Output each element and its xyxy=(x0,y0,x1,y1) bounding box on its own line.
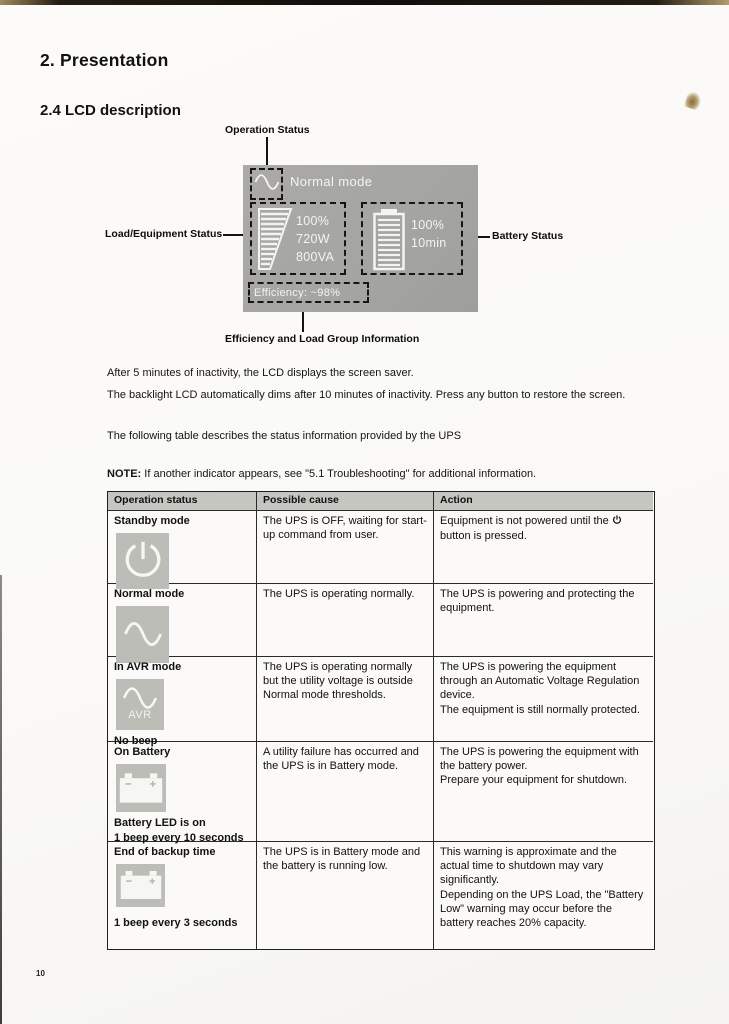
battery-icon xyxy=(116,864,165,907)
action-cell xyxy=(434,657,653,742)
paragraph-screensaver: After 5 minutes of inactivity, the LCD displays the screen saver. xyxy=(107,367,414,379)
scan-edge-left xyxy=(0,575,2,1024)
lcd-battery-percent: 100% xyxy=(411,218,445,232)
status-note: No beep xyxy=(114,734,158,747)
paragraph-table-intro: The following table describes the status information provided by the UPS xyxy=(107,430,462,442)
cause-cell: The UPS is OFF, waiting for start-up command from user. xyxy=(257,511,434,584)
action-line: Depending on the UPS Load, the "Battery Low" warning may occur before the battery reaches 20% capacity. xyxy=(440,888,644,930)
action-line: This warning is approximate and the actual time to shutdown may vary significantly. xyxy=(440,845,617,887)
battery-icon xyxy=(372,208,406,277)
status-label: Normal mode xyxy=(114,587,185,600)
callout-load-equipment-status: Load/Equipment Status xyxy=(105,228,223,240)
action-line: The UPS is powering the equipment with the battery power. xyxy=(440,745,639,772)
lcd-battery-status-box xyxy=(361,202,463,275)
battery-icon xyxy=(116,764,166,812)
page-number: 10 xyxy=(36,969,45,978)
action-cell xyxy=(434,511,653,584)
sine-wave-icon xyxy=(254,173,280,196)
callout-operation-status: Operation Status xyxy=(225,124,310,136)
table-row xyxy=(108,657,654,747)
sine-wave-icon xyxy=(116,606,169,663)
scan-smudge xyxy=(684,90,704,111)
action-cell xyxy=(434,842,653,949)
status-label: In AVR mode xyxy=(114,660,182,673)
power-glyph-icon xyxy=(612,515,622,529)
lcd-efficiency-text: Efficiency: ~98% xyxy=(254,286,341,299)
action-cell xyxy=(434,584,653,657)
avr-label: AVR xyxy=(128,709,152,722)
status-note: 1 beep every 3 seconds xyxy=(114,916,238,929)
action-line: Prepare your equipment for shutdown. xyxy=(440,774,628,787)
load-meter-icon xyxy=(257,208,293,275)
lcd-load-status-box xyxy=(250,202,346,275)
note-label: NOTE: xyxy=(107,468,142,480)
lcd-battery-runtime: 10min xyxy=(411,236,447,251)
lcd-load-percent: 100% xyxy=(296,214,330,228)
lcd-load-watts: 720W xyxy=(296,232,330,247)
subsection-title: 2.4 LCD description xyxy=(40,102,181,119)
table-header-row xyxy=(108,492,654,511)
action-line: The UPS is powering the equipment through an Automatic Voltage Regulation device. xyxy=(440,660,640,702)
status-label: End of backup time xyxy=(114,845,216,858)
action-text-pre: Equipment is not powered until the xyxy=(440,514,612,527)
paragraph-note xyxy=(107,468,536,480)
callout-line-efficiency xyxy=(302,311,304,332)
lcd-load-values xyxy=(296,212,334,266)
action-line: The equipment is still normally protected. xyxy=(440,703,640,716)
status-table xyxy=(107,491,655,950)
cause-cell: A utility failure has occurred and the UPS is in Battery mode. xyxy=(257,742,434,842)
action-cell xyxy=(434,742,653,842)
header-possible-cause: Possible cause xyxy=(257,492,434,511)
status-label: On Battery xyxy=(114,745,171,758)
action-line: The UPS is powering and protecting the equipment. xyxy=(440,587,635,614)
status-note: Battery LED is on xyxy=(114,816,206,829)
note-text: If another indicator appears, see "5.1 Troubleshooting" for additional information. xyxy=(141,468,537,480)
callout-efficiency-load-group: Efficiency and Load Group Information xyxy=(225,333,420,345)
lcd-efficiency-box xyxy=(248,282,369,303)
lcd-load-va: 800VA xyxy=(296,250,335,265)
lcd-battery-values xyxy=(411,216,447,252)
table-row xyxy=(108,842,654,949)
lcd-operation-status-box xyxy=(250,168,283,200)
cause-cell: The UPS is operating normally but the utility voltage is outside Normal mode thresholds. xyxy=(257,657,434,742)
lcd-mode-label: Normal mode xyxy=(290,174,373,189)
header-operation-status: Operation status xyxy=(108,492,257,511)
avr-icon xyxy=(116,679,164,730)
header-action: Action xyxy=(434,492,653,511)
table-row xyxy=(108,584,654,657)
power-icon xyxy=(116,533,169,589)
section-title: 2. Presentation xyxy=(40,50,169,70)
status-label: Standby mode xyxy=(114,514,190,527)
callout-line-operation xyxy=(266,137,268,166)
action-text-post: button is pressed. xyxy=(440,529,527,542)
status-note: 1 beep every 10 seconds xyxy=(114,832,244,845)
scan-edge-top xyxy=(0,0,729,5)
paragraph-backlight: The backlight LCD automatically dims after 10 minutes of inactivity. Press any button to restore the screen. xyxy=(107,389,626,401)
callout-battery-status: Battery Status xyxy=(492,230,564,242)
table-row xyxy=(108,511,654,584)
cause-cell: The UPS is in Battery mode and the battery is running low. xyxy=(257,842,434,949)
cause-cell: The UPS is operating normally. xyxy=(257,584,434,657)
table-row xyxy=(108,742,654,845)
lcd-screen xyxy=(243,165,478,312)
